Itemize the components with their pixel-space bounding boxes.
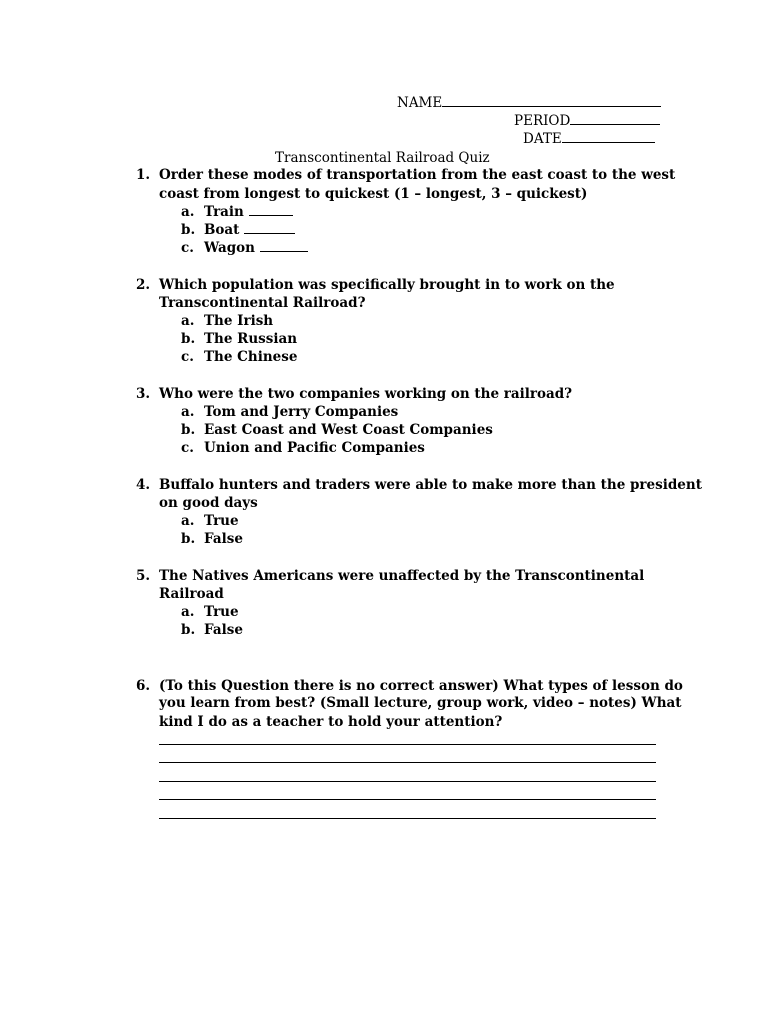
question-text-line: Order these modes of transportation from the east coast to the west (159, 167, 676, 183)
option-text[interactable]: The Chinese (204, 349, 298, 365)
option-letter: b. (181, 222, 196, 238)
question-number: 1. (136, 167, 151, 183)
date-label: DATE (523, 131, 562, 147)
question-text-line: Transcontinental Railroad? (159, 295, 366, 311)
option-text[interactable]: True (204, 513, 239, 529)
option-text[interactable]: False (204, 622, 243, 638)
option-letter: a. (181, 313, 195, 329)
option-letter: a. (181, 404, 195, 420)
option-text[interactable]: The Irish (204, 313, 274, 329)
question-number: 2. (136, 277, 151, 293)
period-blank[interactable] (570, 112, 660, 125)
option-letter: c. (181, 440, 194, 456)
option-text[interactable]: False (204, 531, 243, 547)
question-text-line: you learn from best? (Small lecture, group work, video – notes) What (159, 695, 682, 711)
option-text[interactable]: East Coast and West Coast Companies (204, 422, 493, 438)
question-text-line: kind I do as a teacher to hold your attention? (159, 714, 503, 730)
question-text-line: Buffalo hunters and traders were able to make more than the president (159, 477, 702, 493)
option-letter: b. (181, 622, 196, 638)
option-letter: a. (181, 604, 195, 620)
option-letter: c. (181, 349, 194, 365)
option-letter: b. (181, 331, 196, 347)
option-text[interactable]: True (204, 604, 239, 620)
question-text-line: The Natives Americans were unaffected by the Transcontinental (159, 568, 645, 584)
question-number: 6. (136, 678, 151, 694)
name-field[interactable] (397, 94, 661, 112)
option-letter: a. (181, 204, 195, 220)
page-title: Transcontinental Railroad Quiz (275, 150, 490, 166)
name-blank[interactable] (442, 94, 661, 107)
option-item[interactable] (204, 239, 308, 257)
option-text[interactable]: Tom and Jerry Companies (204, 404, 399, 420)
answer-blank[interactable] (249, 203, 293, 216)
period-label: PERIOD (514, 113, 571, 129)
question-number: 3. (136, 386, 151, 402)
option-item[interactable] (204, 221, 295, 239)
question-text-line: coast from longest to quickest (1 – longest, 3 – quickest) (159, 186, 588, 202)
option-letter: a. (181, 513, 195, 529)
date-blank[interactable] (562, 130, 655, 143)
period-field[interactable] (514, 112, 660, 130)
option-text: Wagon (204, 240, 255, 256)
option-text[interactable]: Union and Pacific Companies (204, 440, 425, 456)
option-text: Boat (204, 222, 240, 238)
question-text-line: Who were the two companies working on the railroad? (159, 386, 573, 402)
answer-blank[interactable] (244, 221, 295, 234)
question-text-line: Railroad (159, 586, 224, 602)
question-text-line: (To this Question there is no correct answer) What types of lesson do (159, 678, 683, 694)
date-field[interactable] (523, 130, 655, 148)
question-text-line: on good days (159, 495, 258, 511)
answer-line[interactable] (159, 781, 656, 782)
name-label: NAME (397, 95, 443, 111)
question-number: 5. (136, 568, 151, 584)
question-text-line: Which population was specifically brought in to work on the (159, 277, 615, 293)
answer-line[interactable] (159, 762, 656, 763)
option-letter: b. (181, 422, 196, 438)
answer-line[interactable] (159, 818, 656, 819)
option-item[interactable] (204, 203, 293, 221)
answer-blank[interactable] (260, 239, 308, 252)
question-number: 4. (136, 477, 151, 493)
option-text: Train (204, 204, 244, 220)
option-text[interactable]: The Russian (204, 331, 298, 347)
option-letter: b. (181, 531, 196, 547)
answer-line[interactable] (159, 744, 656, 745)
answer-line[interactable] (159, 799, 656, 800)
option-letter: c. (181, 240, 194, 256)
